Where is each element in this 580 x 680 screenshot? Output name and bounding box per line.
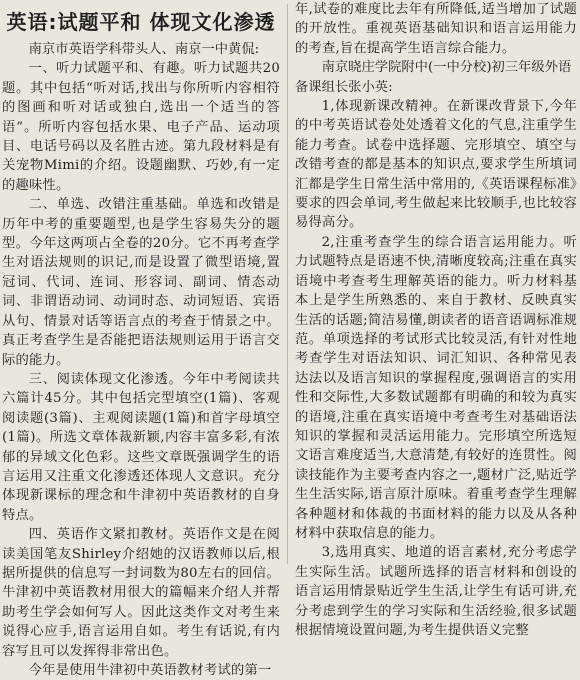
paragraph-summary-start: 今年是使用牛津初中英语教材考试的第一	[28, 663, 272, 678]
right-column	[295, 0, 577, 640]
paragraph-reading: 三、阅读体现文化渗透。今年中考阅读共六篇计45分。其中包括完型填空(1篇)、客观阅读题(3篇)、主观阅读题(1篇)和首字母填空(1篇)。所选文章体裁新颖,内容丰富多彩,有浓郁的异域文化色彩。这些文章既强调学生的语言运用又注重文化渗透还体现人文意识。充分体现新课标的理念和牛津初中英语教材的自身特点。	[2, 371, 280, 523]
paragraph-point-3: 3,选用真实、地道的语言素材,充分考虑学生实际生活。试题所选择的语言材料和创设的语言运用情景贴近学生生活,让学生有话可讲,充分考虑到学生的学习实际和生活经验,很多试题根据情境设置问题,为考生提供语义完整	[295, 545, 577, 638]
paragraph-listening: 一、听力试题平和、有趣。听力试题共20题。其中包括“听对话,找出与你所听内容相符的图画和听对话或独白,选出一个适当的答语”。所听内容包括水果、电子产品、运动项目、电话号码以及名胜古迹。第九段材料是有关宠物Mimi的介绍。设题幽默、巧妙,有一定的趣味性。	[2, 61, 280, 193]
paragraph-summary-end: 年,试卷的难度比去年有所降低,适当增加了试题的开放性。重视英语基础知识和语言运用能力的考查,旨在提高学生语言综合能力。	[295, 2, 577, 56]
byline: 南京市英语学科带头人、南京一中黄侃:	[28, 42, 260, 57]
paragraph-point-2: 2,注重考查学生的综合语言运用能力。听力试题特点是语速不快,清晰度较高;注重在真实语境中考查考生理解英语的能力。听力材料基本上是学生所熟悉的、来自于教材、反映真实生活的话题;简洁易懂,朗读者的语音语调标准规范。单项选择的考试形式比较灵活,有针对性地考查学生对语法知识、词汇知识、各种常见表达法以及语言知识的掌握程度,强调语言的实用性和交际性,大多数试题都有明确的和较为真实的语境,注重在真实语境中考查考生对基础语法知识的掌握和灵活运用能力。完形填空所选短文语言难度适当,大意清楚,有较好的连贯性。阅读技能作为主要考查内容之一,题材广泛,贴近学生生活实际,语言原汁原味。着重考查学生理解各种题材和体裁的书面材料的能力以及从各种材料中获取信息的能力。	[295, 234, 577, 541]
paragraph-grammar: 二、单选、改错注重基础。单选和改错是历年中考的重要题型,也是学生容易失分的题型。今年这两项占全卷的20分。它不再考查学生对语法规则的识记,而是设置了微型语境,置冠词、代词、连词、形容词、副词、情态动词、非谓语动词、动词时态、动词短语、宾语从句、情景对话等语言点的考查于情景之中。真正考查学生是否能把语法规则运用于语言交际的能力。	[2, 197, 280, 368]
byline-second: 南京晓庄学院附中(一中分校)初三年级外语备课组长张小英:	[295, 60, 572, 95]
paragraph-writing: 四、英语作文紧扣教材。英语作文是在阅读美国笔友Shirley介绍她的汉语教师以后,根据所提供的信息写一封词数为80左右的回信。牛津初中英语教材用很大的篇幅来介绍人并帮助考生学会如何写人。因此这类作文对考生来说得心应手,语言运用自如。考生有话说,有内容写且可以发挥得非常出色。	[2, 527, 280, 659]
left-column	[2, 0, 280, 680]
column-divider	[287, 4, 288, 564]
paragraph-point-1: 1,体现新课改精神。在新课改背景下,今年的中考英语试卷处处透着文化的气息,注重学生能力考查。试卷中选择题、完形填空、填空与改错考查的都是基本的知识点,要求学生所填词汇都是学生日常生活中常用的,《英语课程标准》要求的四会单词,考生做起来比较顺手,也比较容易得高分。	[295, 99, 577, 231]
article-title: 英语:试题平和 体现文化渗透	[6, 10, 276, 34]
